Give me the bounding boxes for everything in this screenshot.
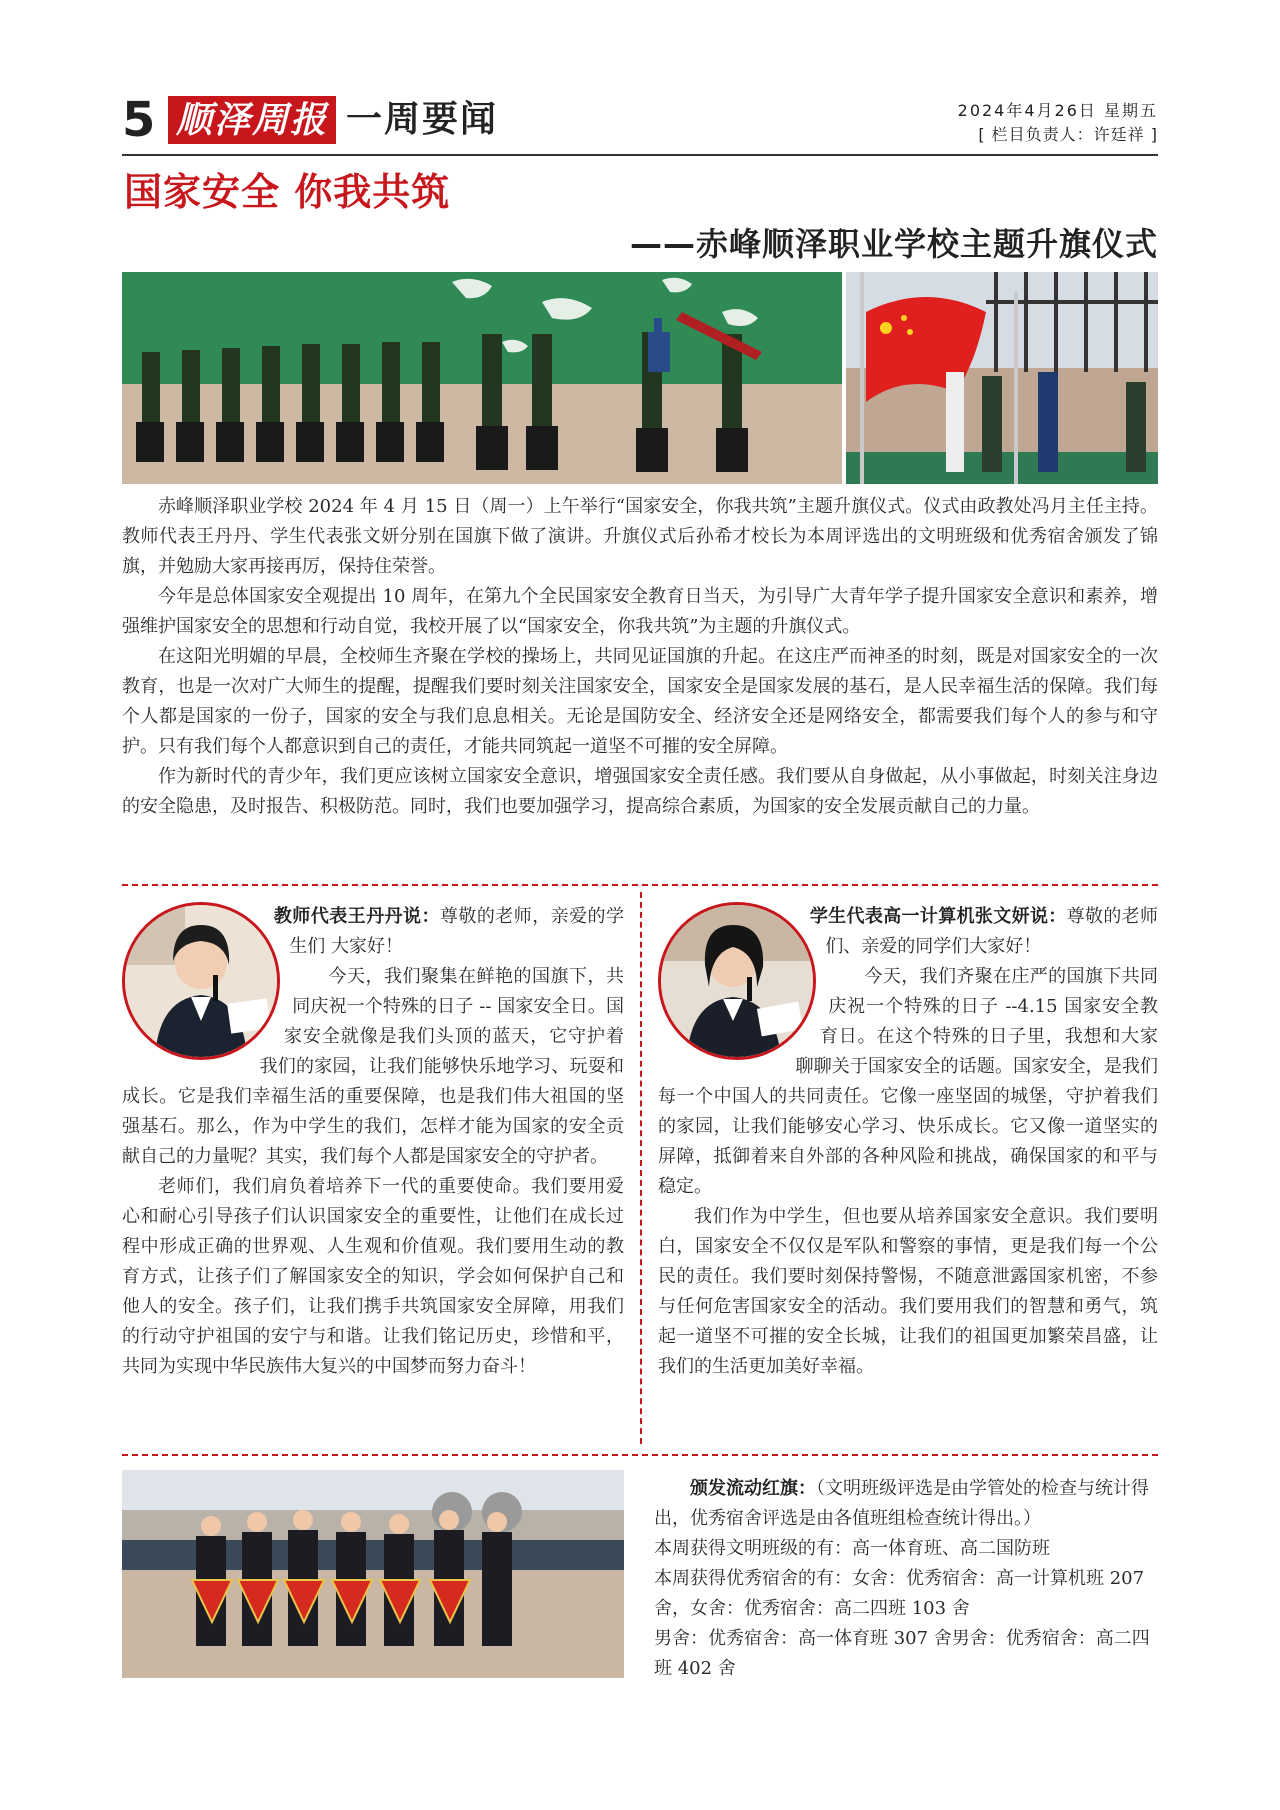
dashed-divider-top: [122, 884, 1158, 886]
dashed-divider-middle: [640, 892, 642, 1444]
dashed-divider-bottom: [122, 1454, 1158, 1456]
article-paragraph: 今年是总体国家安全观提出 10 周年，在第九个全民国家安全教育日当天，为引导广大青年学子提升国家安全意识和素养，增强维护国家安全的思想和行动自觉，我校开展了以“国家安全，你我共筑”为主题的升旗仪式。: [122, 586, 1158, 637]
award-line: 本周获得文明班级的有：高一体育班、高二国防班: [654, 1538, 1050, 1559]
award-line: 男舍：优秀宿舍：高一体育班 307 舍男舍：优秀宿舍：高二四班 402 舍: [654, 1628, 1150, 1679]
student-speaker: 学生代表高一计算机张文妍说：: [809, 906, 1067, 927]
award-note: （文明班级评选是由学管处的检查与统计得出，优秀宿舍评选是由各值班组检查统计得出。）: [654, 1478, 1149, 1529]
flag-raising-photo: [846, 272, 1158, 484]
column-editor: [ 栏目负责人：许廷祥 ]: [978, 125, 1158, 144]
honor-guard-march-photo: [122, 272, 842, 484]
section-title: 一周要闻: [346, 99, 499, 140]
student-paragraph: 今天，我们齐聚在庄严的国旗下共同庆祝一个特殊的日子 --4.15 国家安全教育日。在这个特殊的日子里，我想和大家聊聊关于国家安全的话题。国家安全，是我们每一个中国人的共同责任。它像一座坚固的城堡，守护着我们的家园，让我们能够安心学习、快乐成长。它又像一道坚实的屏障，抵御着来自外部的各种风险和挑战，确保国家的和平与稳定。: [658, 966, 1158, 1197]
teacher-paragraph: 今天，我们聚集在鲜艳的国旗下，共同庆祝一个特殊的日子 -- 国家安全日。国家安全就像是我们头顶的蓝天，它守护着我们的家园，让我们能够快乐地学习、玩耍和成长。它是我们幸福生活的重要保障，也是我们伟大祖国的坚强基石。那么，作为中学生的我们，怎样才能为国家的安全贡献自己的力量呢？其实，我们每个人都是国家安全的守护者。: [122, 966, 624, 1167]
issue-date: 2024年4月26日 星期五: [957, 101, 1158, 120]
article-paragraph: 作为新时代的青少年，我们更应该树立国家安全意识，增强国家安全责任感。我们要从自身做起，从小事做起，时刻关注身边的安全隐患，及时报告、积极防范。同时，我们也要加强学习，提高综合素质，为国家的安全发展贡献自己的力量。: [122, 766, 1158, 817]
article-paragraph: 赤峰顺泽职业学校 2024 年 4 月 15 日（周一）上午举行“国家安全，你我共筑”主题升旗仪式。仪式由政教处冯月主任主持。教师代表王丹丹、学生代表张文妍分别在国旗下做了演讲。升旗仪式后孙希才校长为本周评选出的文明班级和优秀宿舍颁发了锦旗，并勉励大家再接再厉，保持住荣誉。: [122, 496, 1158, 577]
article-body: [122, 492, 1158, 822]
article-paragraph: 在这阳光明媚的早晨，全校师生齐聚在学校的操场上，共同见证国旗的升起。在这庄严而神圣的时刻，既是对国家安全的一次教育，也是一次对广大师生的提醒，提醒我们要时刻关注国家安全，国家安全是国家发展的基石，是人民幸福生活的保障。我们每个人都是国家的一份子，国家的安全与我们息息相关。无论是国防安全、经济安全还是网络安全，都需要我们每个人的参与和守护。只有我们每个人都意识到自己的责任，才能共同筑起一道坚不可摧的安全屏障。: [122, 646, 1158, 757]
award-section: [654, 1474, 1160, 1684]
award-label: 颁发流动红旗：: [690, 1478, 816, 1499]
headline: 国家安全 你我共筑: [124, 170, 451, 214]
teacher-portrait: [122, 902, 280, 1060]
masthead-rule: [122, 154, 1158, 156]
award-line: 本周获得优秀宿舍的有：女舍：优秀宿舍：高一计算机班 207 舍，女舍：优秀宿舍：高二四班 103 舍: [654, 1568, 1145, 1619]
subheadline: ——赤峰顺泽职业学校主题升旗仪式: [629, 225, 1158, 263]
page-number: 5: [122, 92, 156, 148]
teacher-speaker: 教师代表王丹丹说：: [273, 906, 440, 927]
student-paragraph: 我们作为中学生，但也要从培养国家安全意识。我们要明白，国家安全不仅仅是军队和警察的事情，更是我们每一个公民的责任。我们要时刻保持警惕，不随意泄露国家机密，不参与任何危害国家安全的活动。我们要用我们的智慧和勇气，筑起一道坚不可摧的安全长城，让我们的祖国更加繁荣昌盛，让我们的生活更加美好幸福。: [658, 1206, 1158, 1377]
teacher-paragraph: 老师们，我们肩负着培养下一代的重要使命。我们要用爱心和耐心引导孩子们认识国家安全的重要性，让他们在成长过程中形成正确的世界观、人生观和价值观。我们要用生动的教育方式，让孩子们了解国家安全的知识，学会如何保护自己和他人的安全。孩子们，让我们携手共筑国家安全屏障，用我们的行动守护祖国的安宁与和谐。让我们铭记历史，珍惜和平，共同为实现中华民族伟大复兴的中国梦而努力奋斗！: [122, 1176, 624, 1377]
teacher-speech: [122, 902, 624, 1382]
student-greeting: 尊敬的老师们、亲爱的同学们大家好！: [825, 906, 1159, 957]
award-ceremony-photo: [122, 1470, 624, 1678]
student-portrait: [658, 902, 816, 1060]
teacher-greeting: 尊敬的老师，亲爱的学生们 大家好！: [289, 906, 625, 957]
student-speech: [658, 902, 1158, 1382]
paper-logo: 顺泽周报: [168, 96, 336, 144]
